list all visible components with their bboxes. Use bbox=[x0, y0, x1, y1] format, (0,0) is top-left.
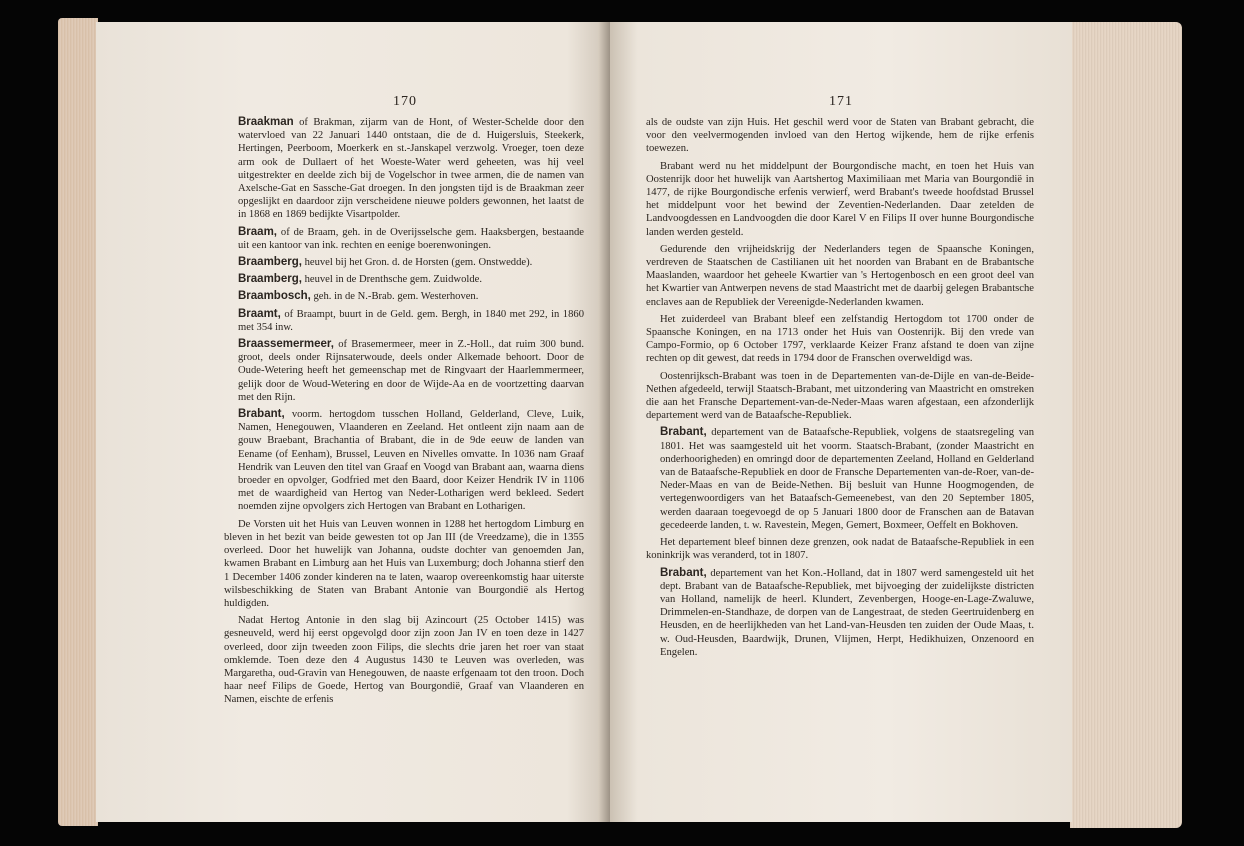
left-page bbox=[96, 22, 608, 822]
paragraph bbox=[224, 518, 584, 610]
dictionary-entry bbox=[224, 256, 584, 269]
paragraph bbox=[646, 313, 1034, 366]
left-page-edges bbox=[58, 18, 98, 826]
right-page bbox=[610, 22, 1072, 822]
entry-headword: Brabant, bbox=[660, 566, 707, 579]
dictionary-entry bbox=[224, 116, 584, 222]
entry-text: geh. in de N.-Brab. gem. Westerhoven. bbox=[310, 291, 479, 303]
entry-text: of de Braam, geh. in de Overijsselsche gem. Haaksbergen, bestaande uit een kantoor van ink. rechten en eenige boerenwoningen. bbox=[238, 226, 584, 251]
entry-headword: Braam, bbox=[238, 225, 277, 238]
entry-text: heuvel in de Drenthsche gem. Zuidwolde. bbox=[301, 274, 482, 286]
paragraph bbox=[224, 614, 584, 706]
paragraph bbox=[646, 243, 1034, 309]
paragraph-text: Het zuiderdeel van Brabant bleef een zelfstandig Hertogdom tot 1700 onder de Spaansche Koningen, en na 1713 onder het Huis van Oostenrijk. Bij den vrede van Campo-Formio, op 6 October 1797, verklaarde Keizer Franz afstand te doen van zijne rechten op dit gewest, dat reeds in 1794 door de Franschen overweldigd was. bbox=[646, 313, 1034, 365]
left-page-number: 170 bbox=[393, 94, 417, 109]
paragraph-text: Brabant werd nu het middelpunt der Bourgondische macht, en toen het Huis van Oostenrijk door het huwelijk van Aartshertog Maximiliaan met Maria van Bourgondië in 1477, de rijke Bourgondische erfenis verwierf, werd Brabant's tweede hoofdstad Brussel het middelpunt voor het bewind der Zeventien-Nederlanden. Daar zetelden de Landvoogdessen en Landvoogden die door Karel V en Filips II over hunne Bourgondische landen werden gesteld. bbox=[646, 160, 1034, 238]
entry-text: of Braampt, buurt in de Geld. gem. Bergh, in 1840 met 292, in 1860 met 354 inw. bbox=[238, 308, 584, 333]
entry-text: of Brakman, zijarm van de Hont, of Wester-Schelde door den watervloed van 22 Januari 1440 ontstaan, die de d. Huigersluis, Steekerk, Hertingen, Peerboom, Moerkerk en st.-Janskapel verzwolg. Vroeger, toen deze arm ook de Dullaert of het Woeste-Water werd geheeten, was hij veel uitgestrekter en deelde zich bij de Vogelschor in twee armen, die de namen van Axelsche-Gat en Sassche-Gat droegen. In den jongsten tijd is de Braakman zeer opgeslijkt en daardoor zijn verscheidene nieuwe polders gewonnen, het laatst de in 1868 en 1869 bedijkte Visartpolder. bbox=[238, 117, 584, 221]
entry-text: of Brasemermeer, meer in Z.-Holl., dat ruim 300 bund. groot, deels onder Rijnsaterwoude, deels onder Alkemade behoort. Door de Oude-Wetering heeft het gemeenschap met de Ringvaart der Haarlemmermeer, gelijk door de Woud-Wetering en door de Wijde-Aa en de voortzetting daarvan met den Rijn. bbox=[238, 339, 584, 403]
dictionary-entry bbox=[224, 308, 584, 334]
dictionary-entry bbox=[646, 567, 1034, 659]
paragraph-text: Oostenrijksch-Brabant was toen in de Departementen van-de-Dijle en van-de-Beide-Nethen afgedeeld, terwijl Staatsch-Brabant, met uitzondering van Maastricht en omstreken die aan het Fransche Departement-van-de-Neder-Maas waren afgestaan, een afzonderlijk departement werd van de Bataafsche-Republiek. bbox=[646, 370, 1034, 422]
paragraph-text: Gedurende den vrijheidskrijg der Nederlanders tegen de Spaansche Koningen, verdreven de Staatschen de Castilianen uit het noorden van Brabant en de Brabantsche Maaslanden, waardoor het geheele Kwartier van 's Hertogenbosch en een groot deel van het Kwartier van Antwerpen nevens de stad Maastricht met de daarbij gelegen Brabantsche enclaves aan de Republiek der Vereenigde-Nederlanden kwamen. bbox=[646, 243, 1034, 308]
paragraph bbox=[646, 116, 1034, 156]
paragraph-text: als de oudste van zijn Huis. Het geschil werd voor de Staten van Brabant gebracht, die voor den veelvermogenden invloed van den Hertog wijkende, hem de rijke erfenis toewezen. bbox=[646, 117, 1034, 155]
entry-headword: Braambosch, bbox=[238, 290, 311, 303]
paragraph bbox=[646, 160, 1034, 239]
paragraph bbox=[646, 536, 1034, 562]
entry-headword: Brabant, bbox=[238, 408, 285, 421]
right-page-edges bbox=[1070, 22, 1182, 828]
paragraph-text: Het departement bleef binnen deze grenzen, ook nadat de Bataafsche-Republiek in een koninkrijk was veranderd, tot in 1807. bbox=[646, 537, 1034, 562]
entry-headword: Braakman bbox=[238, 116, 294, 128]
entry-headword: Braassemermeer, bbox=[238, 338, 334, 351]
entry-text: departement van de Bataafsche-Republiek, volgens de staatsregeling van 1801. Het was saamgesteld uit het voorm. Staatsch-Brabant, (zonder Maastricht en onderhoorigheden) en omringd door de departementen Zeeland, Holland en Gelderland van de Bataafsche-Republiek en door de Fransche Departementen van-de-Roer, van-de-Neder-Maas en van de Beide-Nethen. Bij besluit van Hunne Hoogmogenden, de vertegenwoordigers van het Bataafsch-Gemeenebest, van den 20 September 1805, werden daaraan toegevoegd de op 5 Januari 1800 door de Franschen aan de Batavan gecedeerde landen, t. w. Ravestein, Megen, Gemert, Boxmeer, Oeffelt en Bokhoven. bbox=[660, 427, 1034, 531]
entry-headword: Brabant, bbox=[660, 426, 707, 439]
entry-headword: Braamberg, bbox=[238, 256, 302, 269]
dictionary-entry bbox=[224, 290, 584, 303]
right-page-text bbox=[646, 116, 1034, 659]
entry-headword: Braamberg, bbox=[238, 273, 302, 286]
entry-headword: Braamt, bbox=[238, 307, 281, 320]
paragraph-text: De Vorsten uit het Huis van Leuven wonnen in 1288 het hertogdom Limburg en bleven in het bezit van beide gewesten tot op Jan III (de Vreedzame), die in 1355 overleed. Door het huwelijk van Johanna, oudste dochter van genoemden Jan, kwamen Brabant en Limburg aan het Huis van Luxemburg; doch Johanna stierf den 1 December 1406 zonder kinderen na te laten, waarop overeenkomstig haar uiterste wilsbeschikking de Staten van Brabant Antonie van Bourgondië als Hertog huldigden. bbox=[224, 518, 584, 609]
dictionary-entry bbox=[224, 273, 584, 286]
dictionary-entry bbox=[224, 226, 584, 252]
dictionary-entry bbox=[224, 338, 584, 404]
dictionary-entry bbox=[224, 408, 584, 514]
paragraph-text: Nadat Hertog Antonie in den slag bij Azincourt (25 October 1415) was gesneuveld, werd hij eerst opgevolgd door zijn zoon Jan IV en toen deze in 1427 overleed, door zijn tweeden zoon Filips, die slechts drie jaren het roer van staat omklemde. Toen deze den 4 Augustus 1430 te Leuven was overleden, was Margaretha, oud-Gravin van Henegouwen, de naaste erfgenaam tot den troon. Doch haar neef Filips de Goede, Hertog van Bourgondië, Graaf van Vlaanderen en Namen, eischte de erfenis bbox=[224, 615, 584, 706]
left-page-text bbox=[224, 116, 584, 707]
entry-text: voorm. hertogdom tusschen Holland, Gelderland, Cleve, Luik, Namen, Henegouwen, Vlaanderen en Zeeland. Het ontleent zijn naam aan de gouw Braebant, Brachantia of Brabant, die in de 9de eeuw de landen van Eename (of Eenham), Brussel, Leuven en Nivelles omvatte. In 1036 nam Graaf Hendrik van Leuven den titel van Graaf en Voogd van Brabant aan, waarna diens broeder en opvolger, Godfried met den Baard, door Keizer Hendrik IV in 1106 met de waardigheid van Hertog van Neder-Lotharigen werd bekleed. Sedert noemden zijne opvolgers zich Hertogen van Brabant en Lotharigen. bbox=[238, 409, 584, 513]
entry-text: heuvel bij het Gron. d. de Horsten (gem. Onstwedde). bbox=[301, 257, 533, 269]
entry-text: departement van het Kon.-Holland, dat in 1807 werd samengesteld uit het dept. Brabant van de Bataafsche-Republiek, met bijvoeging der zuidelijkste districten van Holland, namelijk de heerl. Klundert, Zevenbergen, Hooge-en-Lage-Zwaluwe, Drimmelen-en-Standhaze, de dorpen van de Langestraat, de steden Geertruidenberg en Heusden, en de heerlijkheden van het Land-van-Heusden ten zuiden der Oude Maas, t. w. Oud-Heusden, Baardwijk, Drunen, Vlijmen, Herpt, Hedikhuizen, Onzenoord en Engelen. bbox=[660, 567, 1034, 658]
paragraph bbox=[646, 370, 1034, 423]
right-page-number: 171 bbox=[829, 94, 853, 109]
dictionary-entry bbox=[646, 426, 1034, 532]
